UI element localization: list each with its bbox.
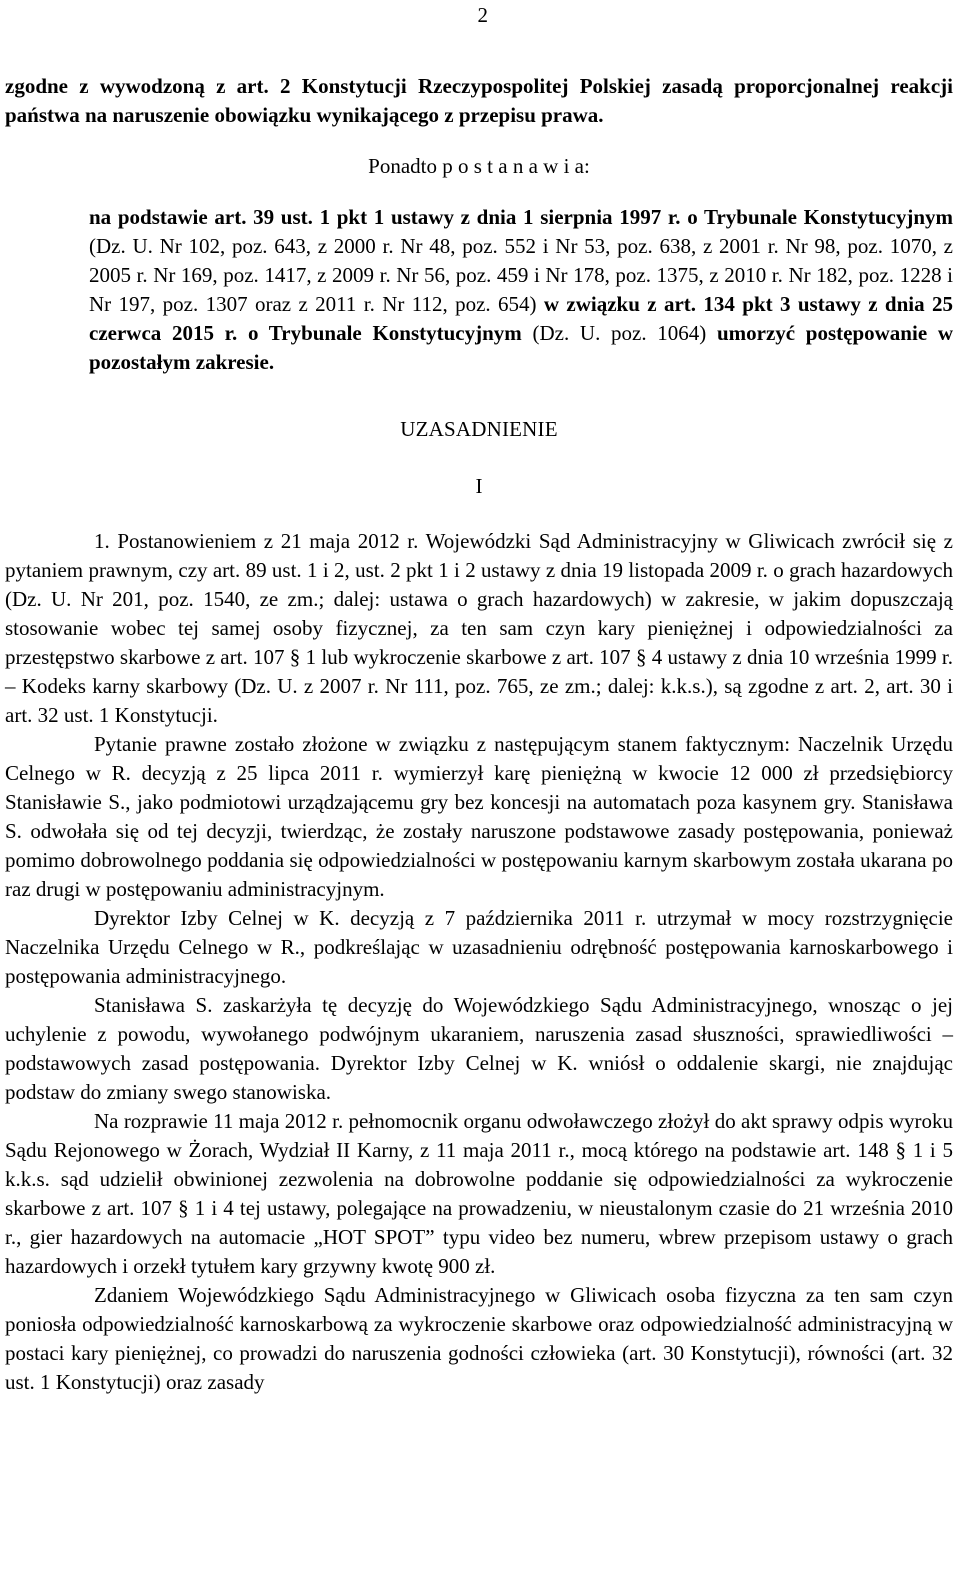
document-body <box>5 72 953 1397</box>
ruling-bold-start: na podstawie art. 39 ust. 1 pkt 1 ustawy z dnia 1 sierpnia 1997 r. o Trybunale Konstytucyjnym <box>89 205 953 229</box>
paragraph-complaint: Stanisława S. zaskarżyła tę decyzję do Wojewódzkiego Sądu Administracyjnego, wnosząc o jej uchylenie z powodu, wywołanego podwójnym ukaraniem, naruszenia zasad słuszności, sprawiedliwości – podstawowych zasad postępowania. Dyrektor Izby Celnej w K. wniósł o oddalenie skargi, nie znajdując podstaw do zmiany swego stanowiska. <box>5 993 953 1104</box>
ruling-citation: (Dz. U. Nr 102, poz. 643, z 2000 r. Nr 48, poz. 552 i Nr 53, poz. 638, z 2001 r. Nr 98, poz. 1070, z 2005 r. Nr 169, poz. 1417, z 2009 r. Nr 56, poz. 459 i Nr 178, poz. 1375, z 2010 r. Nr 182, poz. 1228 i Nr 197, poz. 1307 oraz z 2011 r. Nr 112, poz. 654) <box>89 234 953 316</box>
page-number: 2 <box>477 3 488 27</box>
ruling-citation-2: (Dz. U. poz. 1064) <box>521 321 717 345</box>
ponadto-line: Ponadto p o s t a n a w i a: <box>368 154 590 178</box>
section-heading: UZASADNIENIE <box>400 417 558 441</box>
paragraph-question: 1. Postanowieniem z 21 maja 2012 r. Wojewódzki Sąd Administracyjny w Gliwicach zwrócił się z pytaniem prawnym, czy art. 89 ust. 1 i 2, ust. 2 pkt 1 i 2 ustawy z dnia 19 listopada 2009 r. o grach hazardowych (Dz. U. Nr 201, poz. 1540, ze zm.; dalej: ustawa o grach hazardowych) w zakresie, w jakim dopuszczają stosowanie wobec tej samej osoby fizycznej, za ten sam czyn kary pieniężnej i odpowiedzialności za przestępstwo skarbowe z art. 107 § 1 lub wykroczenie skarbowe z art. 107 § 4 ustawy z dnia 10 września 1999 r. – Kodeks karny skarbowy (Dz. U. z 2007 r. Nr 111, poz. 765, ze zm.; dalej: k.k.s.), są zgodne z art. 2, art. 30 i art. 32 ust. 1 Konstytucji. <box>5 529 953 727</box>
paragraph-ruling <box>5 203 953 377</box>
section-number: I <box>475 474 483 498</box>
paragraph-facts: Pytanie prawne zostało złożone w związku z następującym stanem faktycznym: Naczelnik Urzędu Celnego w R. decyzją z 25 lipca 2011 r. wymierzył karę pieniężną w kwocie 12 000 zł przedsiębiorcy Stanisławie S., jako podmiotowi urządzającemu gry bez koncesji na automatach poza kasynem gry. Stanisława S. odwołała się od tej decyzji, twierdząc, że zostały naruszone podstawowe zasady postępowania, ponieważ pomimo dobrowolnego poddania się odpowiedzialności w postępowaniu karnym skarbowym została ukarana po raz drugi w postępowaniu administracyjnym. <box>5 732 953 901</box>
paragraph-court-view: Zdaniem Wojewódzkiego Sądu Administracyjnego w Gliwicach osoba fizyczna za ten sam czyn poniosła odpowiedzialność karnoskarbową za wykroczenie skarbowe oraz odpowiedzialność administracyjną w postaci kary pieniężnej, co prowadzi do naruszenia godności człowieka (art. 30 Konstytucji), równości (art. 32 ust. 1 Konstytucji) oraz zasady <box>5 1283 953 1394</box>
ruling-bold-end: umorzyć postępowanie w pozostałym zakresie. <box>89 321 953 374</box>
ruling-bold-mid: w związku z art. 134 pkt 3 ustawy z dnia 25 czerwca 2015 r. o Trybunale Konstytucyjnym <box>89 292 953 345</box>
paragraph-hearing: Na rozprawie 11 maja 2012 r. pełnomocnik organu odwoławczego złożył do akt sprawy odpis wyroku Sądu Rejonowego w Żorach, Wydział II Karny, z 11 maja 2011 r., mocą którego na podstawie art. 148 § 1 i 5 k.k.s. sąd udzielił obwinionej zezwolenia na dobrowolne poddanie się odpowiedzialności za wykroczenie skarbowe z art. 107 § 1 i 4 tej ustawy, polegające na prowadzeniu, w nieustalonym czasie do 21 września 2010 r., gier hazardowych na automacie „HOT SPOT” typu video bez numeru, wbrew przepisom ustawy o grach hazardowych i orzekł tytułem kary grzywny kwotę 900 zł. <box>5 1109 953 1278</box>
paragraph-director: Dyrektor Izby Celnej w K. decyzją z 7 października 2011 r. utrzymał w mocy rozstrzygnięcie Naczelnika Urzędu Celnego w R., podkreślając w uzasadnieniu odrębność postępowania karnoskarbowego i postępowania administracyjnego. <box>5 906 953 988</box>
paragraph-conclusion: zgodne z wywodzoną z art. 2 Konstytucji Rzeczypospolitej Polskiej zasadą proporcjonalnej reakcji państwa na naruszenie obowiązku wynikającego z przepisu prawa. <box>5 74 953 127</box>
